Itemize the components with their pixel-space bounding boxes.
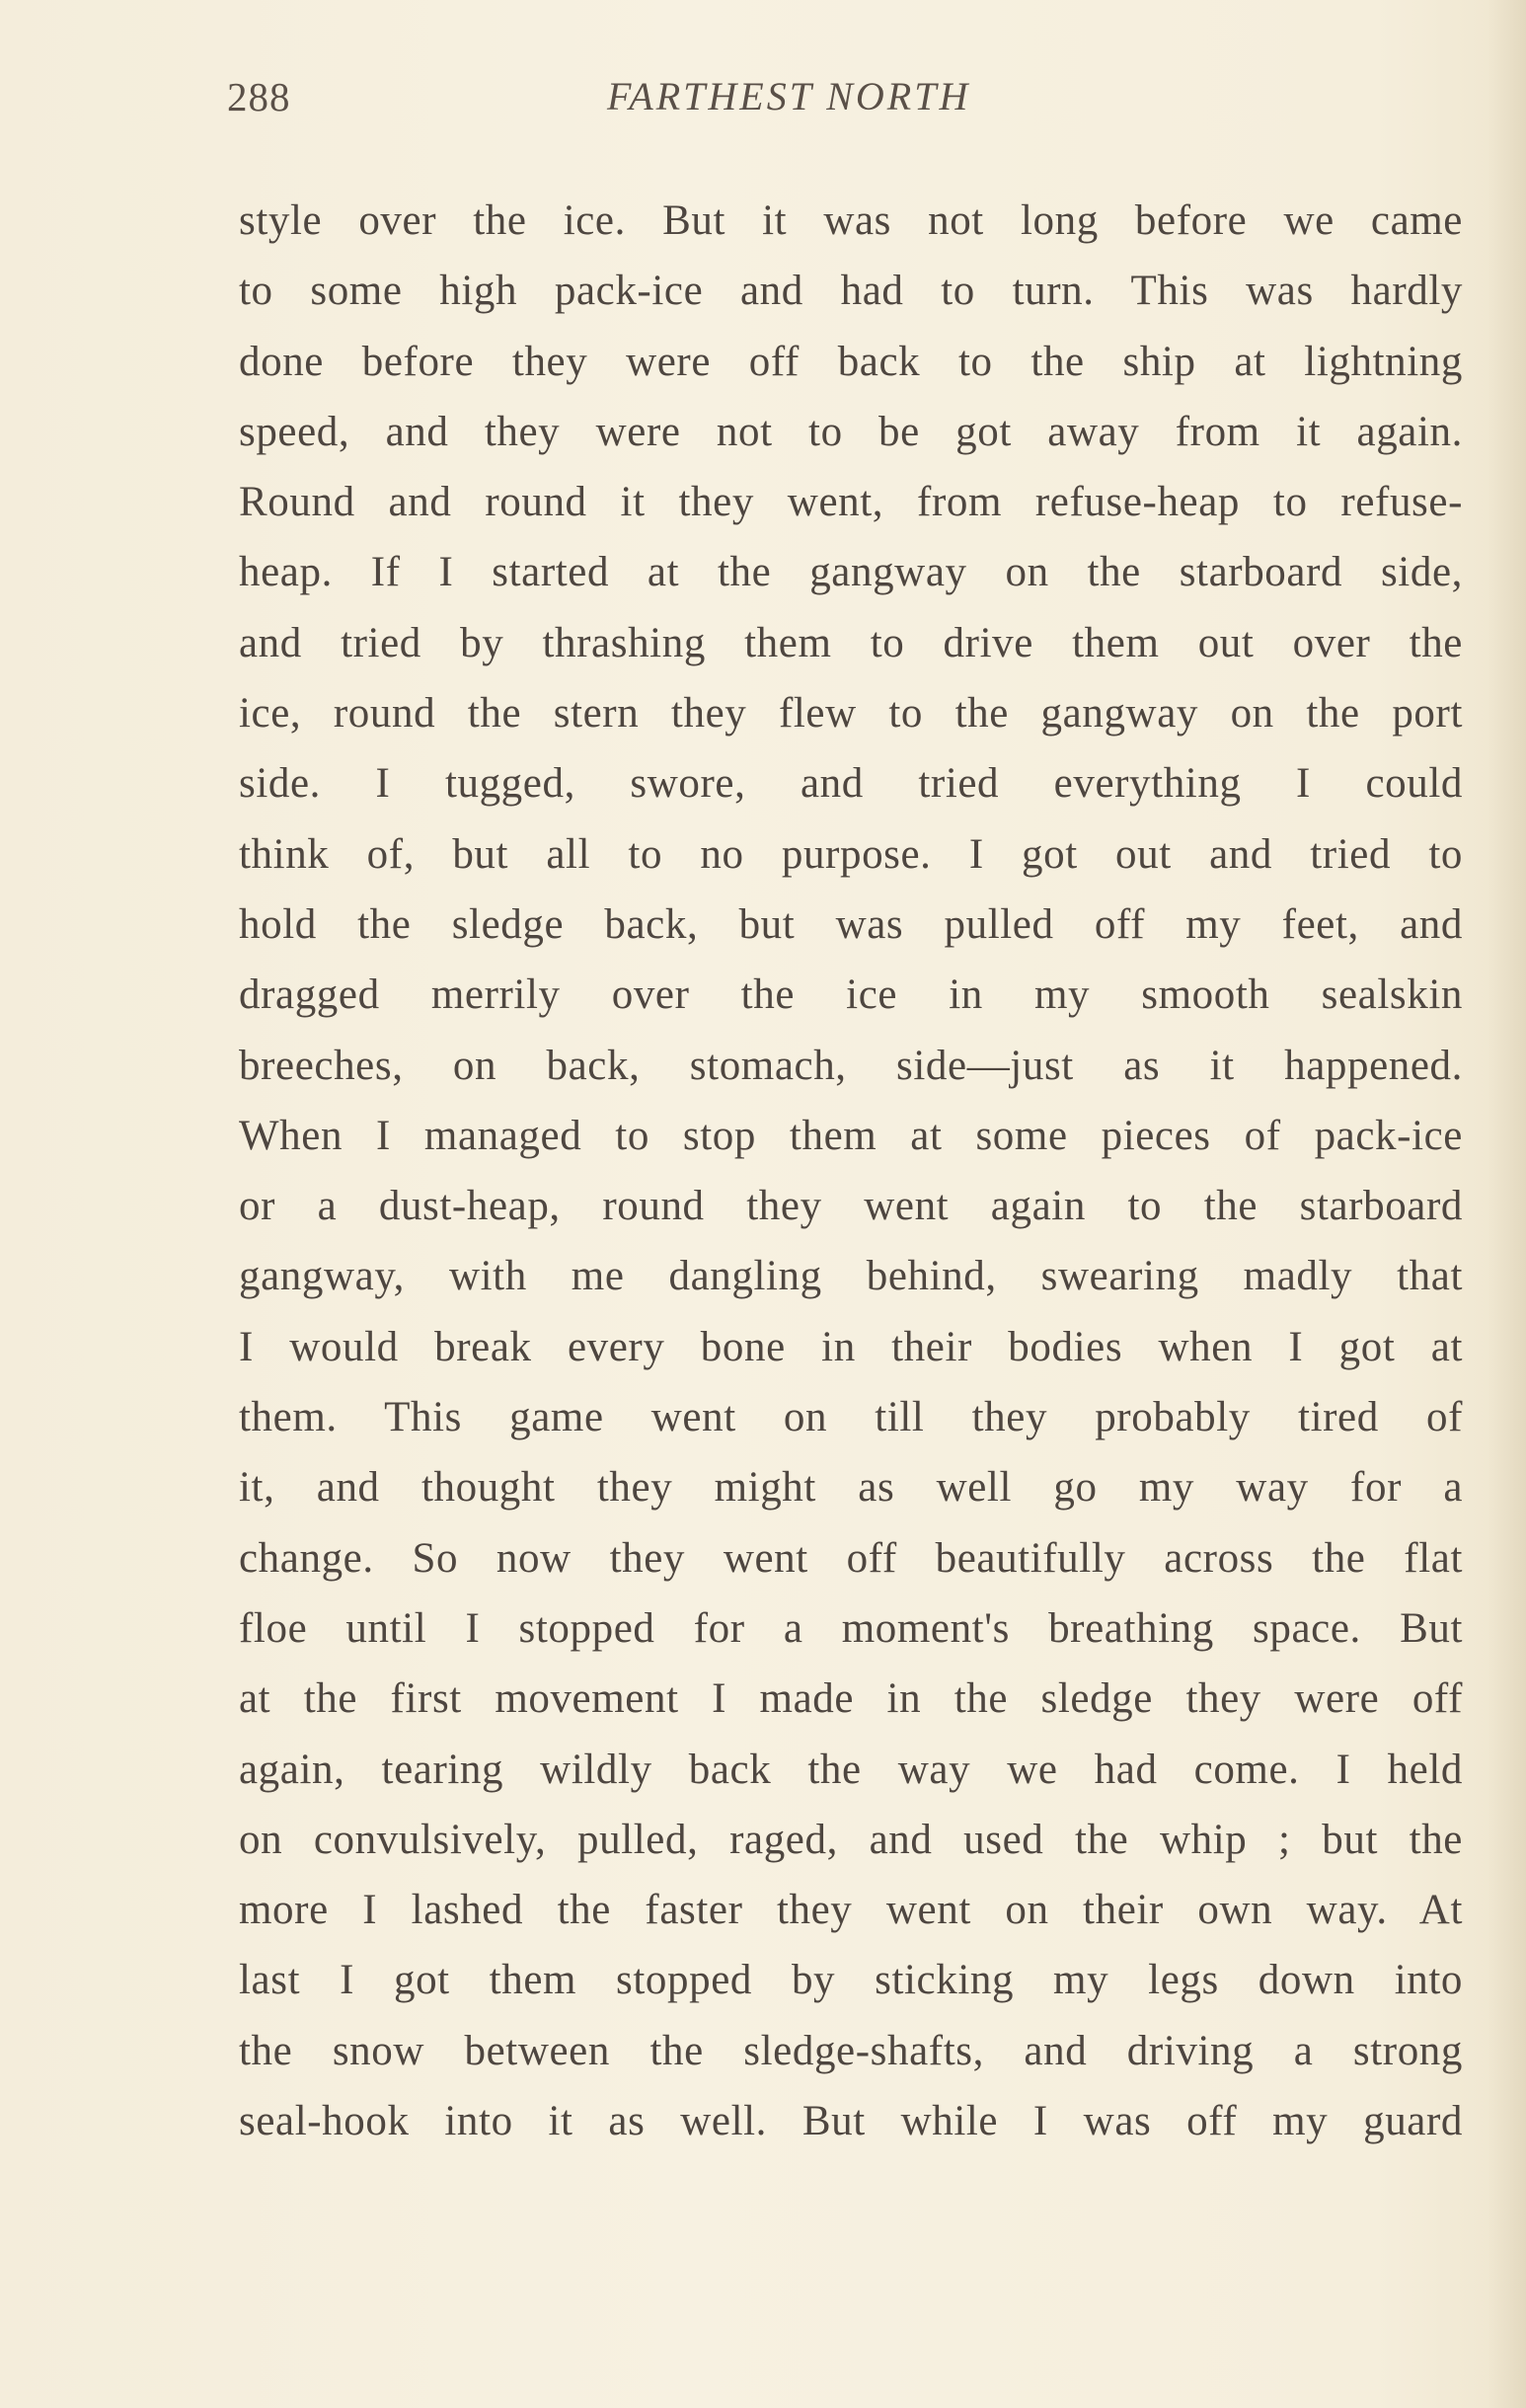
text-line: style over the ice. But it was not long before we came	[239, 197, 1463, 244]
page-edge-shading	[1487, 0, 1526, 2408]
text-line: When I managed to stop them at some pieces of pack-ice	[239, 1112, 1463, 1159]
text-line: I would break every bone in their bodies when I got at	[239, 1323, 1463, 1370]
text-line: hold the sledge back, but was pulled off my feet, and	[239, 900, 1463, 948]
text-line: breeches, on back, stomach, side—just as it happened.	[239, 1042, 1463, 1089]
text-line: gangway, with me dangling behind, swearing madly that	[239, 1253, 1463, 1300]
text-line: side. I tugged, swore, and tried everything I could	[239, 760, 1463, 808]
text-line: ice, round the stern they flew to the gangway on the port	[239, 690, 1463, 738]
text-line: think of, but all to no purpose. I got out and tried to	[239, 830, 1463, 878]
text-line: at the first movement I made in the sledge they were off	[239, 1675, 1463, 1723]
text-line: them. This game went on till they probably tired of	[239, 1394, 1463, 1441]
text-line: floe until I stopped for a moment's breathing space. But	[239, 1604, 1463, 1652]
body-text	[239, 186, 1463, 2156]
text-line: seal-hook into it as well. But while I was off my guard	[239, 2098, 1463, 2145]
text-line: heap. If I started at the gangway on the starboard side,	[239, 549, 1463, 596]
running-title: FARTHEST NORTH	[607, 74, 971, 118]
text-line: done before they were off back to the ship at lightning	[239, 338, 1463, 385]
text-line: dragged merrily over the ice in my smooth sealskin	[239, 971, 1463, 1019]
text-line: or a dust-heap, round they went again to the starboard	[239, 1183, 1463, 1230]
text-line: it, and thought they might as well go my way for a	[239, 1464, 1463, 1512]
text-line: change. So now they went off beautifully across the flat	[239, 1534, 1463, 1582]
text-line: last I got them stopped by sticking my legs down into	[239, 1957, 1463, 2004]
text-line: again, tearing wildly back the way we had come. I held	[239, 1746, 1463, 1793]
text-line: speed, and they were not to be got away from it again.	[239, 408, 1463, 455]
text-line: Round and round it they went, from refuse-heap to refuse-	[239, 479, 1463, 526]
text-line: to some high pack-ice and had to turn. This was hardly	[239, 268, 1463, 315]
running-head	[227, 73, 1471, 132]
text-line: and tried by thrashing them to drive them out over the	[239, 619, 1463, 666]
text-line: on convulsively, pulled, raged, and used the whip ; but the	[239, 1816, 1463, 1863]
page-number: 288	[227, 74, 291, 119]
text-line: more I lashed the faster they went on their own way. At	[239, 1887, 1463, 1934]
text-line: the snow between the sledge-shafts, and driving a strong	[239, 2027, 1463, 2074]
